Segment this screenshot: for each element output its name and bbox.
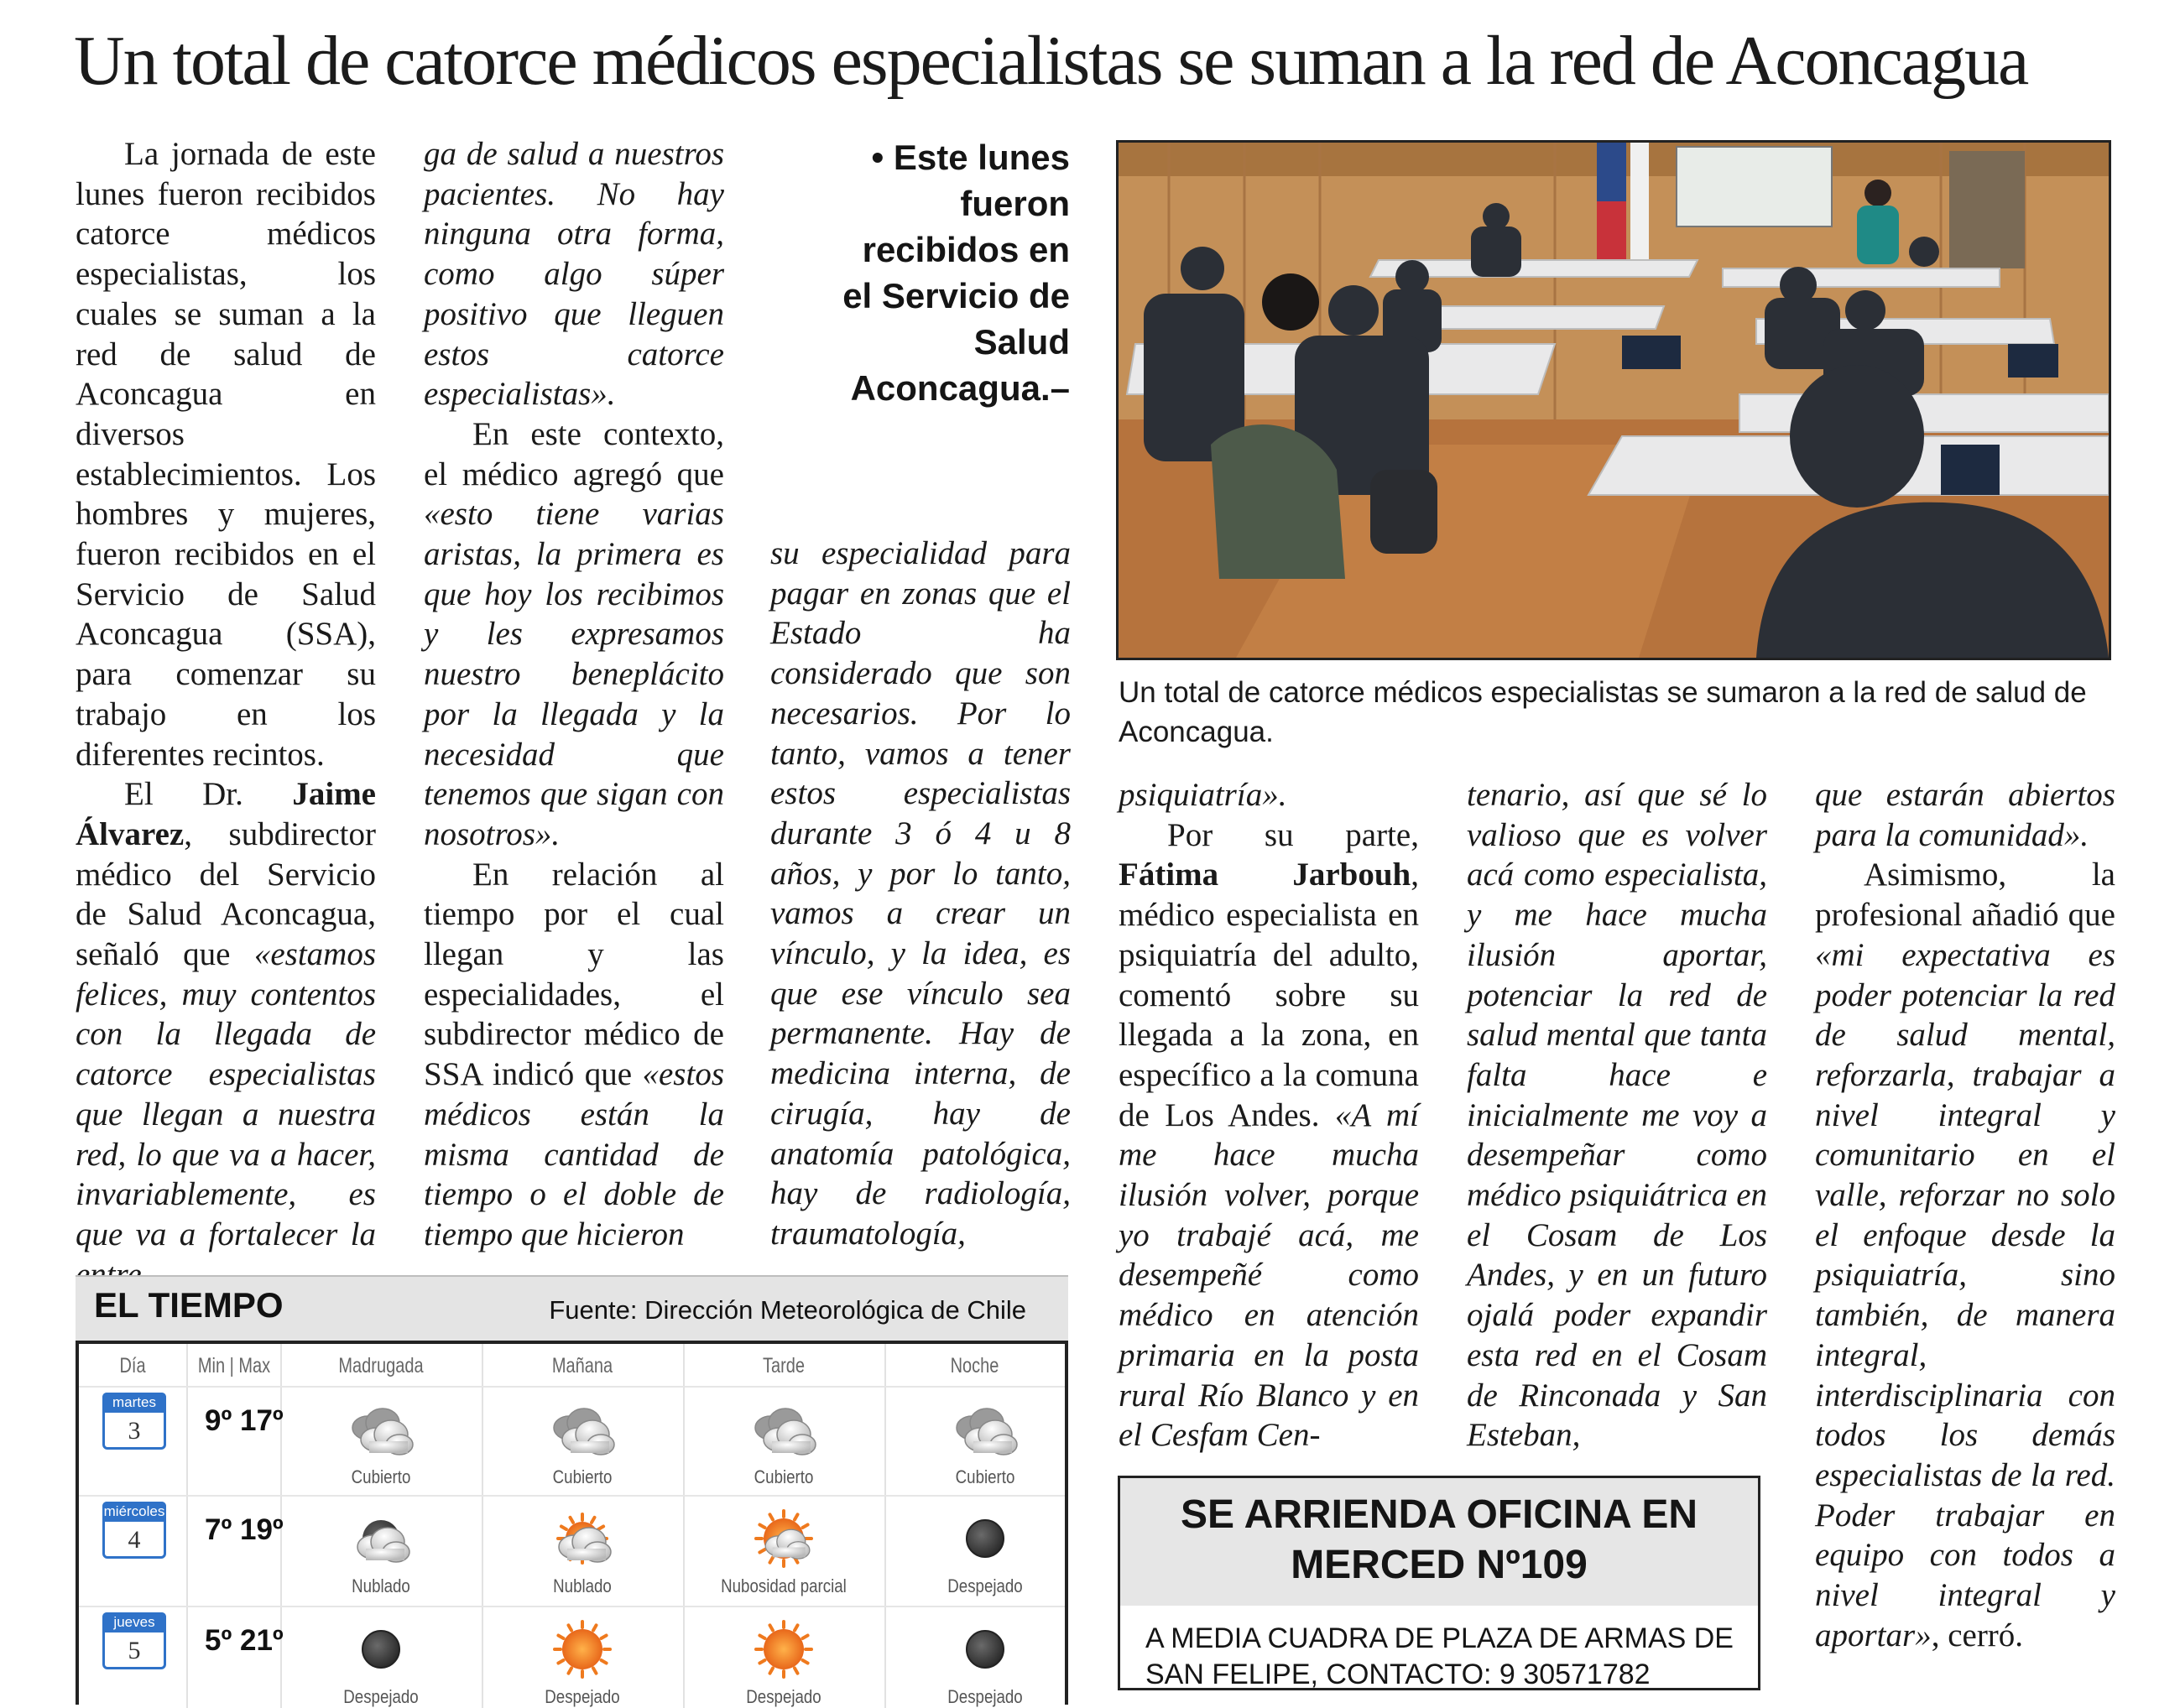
weekday-label: martes: [102, 1393, 166, 1413]
article-paragraph: [1119, 775, 1419, 815]
calendar-icon: [102, 1612, 166, 1669]
weather-condition-label: Despejado: [947, 1686, 1023, 1707]
quote-text: tenario, así que sé lo valioso que es volver acá como especialista, y me hace mucha ilusión aportar, potenciar la red de salud mental que tanta falta hace e inicialmente me voy a desempeñar como médico psiquiátrica en el Cosam de Los Andes, y en un futuro ojalá poder expandir esta red en el Cosam de Rinconada y San Esteban,: [1467, 777, 1767, 1454]
article-paragraph: [1815, 855, 2115, 1655]
ad-body: A MEDIA CUADRA DE PLAZA DE ARMAS DE SAN FELIPE, CONTACTO: 9 30571782: [1145, 1622, 1734, 1690]
paragraph-text: En relación al tiempo por el cual llegan y las especialidades, el subdirector médico de SSA indicó que: [424, 856, 724, 1093]
article-paragraph: [76, 774, 376, 1294]
day-number: 3: [128, 1417, 141, 1445]
col-header-tarde: Tarde: [762, 1354, 806, 1377]
weather-condition-label: Despejado: [343, 1686, 419, 1707]
col-header-noche: Noche: [950, 1354, 999, 1377]
weather-condition-label: Nublado: [352, 1575, 410, 1596]
weather-condition-label: Nubosidad parcial: [721, 1575, 847, 1596]
paragraph-text: La jornada de este lunes fueron recibidos catorce médicos especialistas, los cuales se suman a la red de salud de Aconcagua en diversos establecimientos. Los hombres y mujeres, fueron recibidos en el Servicio de Salud Aconcagua (SSA), para comenzar su trabajo en los diferentes recintos.: [76, 136, 376, 773]
article-paragraph: [1119, 815, 1419, 1455]
quote-text: «A mí me hace mucha ilusión volver, porque yo trabajé acá, me desempeñé como médico en atención primaria en la posta rural Río Blanco y en el Cesfam Cen-: [1119, 1096, 1419, 1454]
photo-caption: Un total de catorce médicos especialistas se sumaron a la red de salud de Aconcagua.: [1119, 676, 2087, 748]
col-header-manana: Mañana: [551, 1354, 613, 1377]
calendar-icon: [102, 1393, 166, 1450]
col-header-minmax: Min | Max: [197, 1354, 271, 1377]
article-paragraph: [424, 855, 724, 1255]
article-column-1: [76, 134, 376, 1294]
weather-condition-label: Cubierto: [552, 1466, 613, 1487]
weather-condition-label: Despejado: [746, 1686, 821, 1707]
calendar-icon: [102, 1502, 166, 1559]
clear-night-icon: [952, 1616, 1019, 1683]
classified-ad: [1118, 1476, 1760, 1690]
col-header-day: Día: [119, 1354, 146, 1377]
quote-text: ga de salud a nuestros pacientes. No hay ninguna otra forma, como algo súper positivo que lleguen estos catorce especialistas».: [424, 136, 724, 413]
weekday-label: jueves: [102, 1612, 166, 1632]
sun-icon: [549, 1616, 616, 1683]
weather-condition-label: Cubierto: [351, 1466, 411, 1487]
paragraph-text: , subdirector médico del Servicio de Salud Aconcagua, señaló que: [76, 815, 376, 973]
clear-night-icon: [952, 1505, 1019, 1572]
day-number: 4: [128, 1526, 141, 1554]
temperature-range: 7º 19º: [205, 1513, 284, 1546]
quote-text: «estamos felices, muy contentos con la llegada de catorce especialistas que llegan a nuestra red, lo que va a hacer, invariablemente, es que va a fortalecer la: [76, 936, 376, 1252]
quote-text: «mi expectativa es poder potenciar la red de salud mental, reforzarla, trabajar a nivel integral y comunitario en el valle, reforzar no solo el enfoque desde la psiquiatría, sino también, de manera integral, interdisciplinaria con todos los demás especialistas de la red. Poder trabajar en equipo con todos a nivel integral y aportar»: [1815, 936, 2115, 1653]
weather-title: EL TIEMPO: [94, 1285, 284, 1325]
day-number: 5: [128, 1637, 141, 1664]
quote-text: «estos médicos están la misma cantidad de tiempo o el doble de tiempo que hicieron: [424, 1056, 724, 1252]
weekday-label: miércoles: [102, 1502, 166, 1522]
article-paragraph: [424, 134, 724, 414]
article-paragraph: [770, 534, 1071, 1254]
article-column-5: [1467, 775, 1767, 1455]
classroom-photo: [1119, 143, 2109, 658]
quote-text: psiquiatría».: [1119, 777, 1287, 813]
article-photo: [1116, 140, 2111, 660]
paragraph-text: , médico especialista en psiquiatría del adulto, comentó sobre su llegada a la zona, en específico a la comuna de Los Andes.: [1119, 857, 1419, 1133]
headline: Un total de catorce médicos especialistas se suman a la red de Aconcagua: [74, 22, 2028, 100]
temperature-range: 9º 17º: [205, 1404, 284, 1437]
paragraph-text: Por su parte,: [1167, 816, 1419, 853]
sun-icon: [750, 1616, 817, 1683]
person-name: Jaime Álvarez: [76, 776, 376, 852]
weather-table: [76, 1341, 1068, 1705]
article-column-3: [770, 534, 1071, 1254]
cloudy-night-icon: [347, 1505, 415, 1572]
overcast-icon: [549, 1396, 616, 1463]
article-paragraph: [76, 134, 376, 774]
article-column-6: [1815, 775, 2115, 1655]
quote-text: su especialidad para pagar en zonas que el Estado ha considerado que son necesarios. Por lo tanto, vamos a tener estos especialistas durante 3 ó 4 u 8 años, y por lo tanto, vamos a crear un vínculo, y la idea, es que ese vínculo sea permanente. Hay de medicina interna, de cirugía, hay de anatomía patológica, hay de radiología, traumatología,: [770, 535, 1071, 1252]
paragraph-text: En este contexto, el médico agregó que: [424, 415, 724, 492]
weather-condition-label: Cubierto: [754, 1466, 814, 1487]
article-paragraph: [424, 414, 724, 855]
person-name: Fátima Jarbouh: [1119, 857, 1411, 893]
article-paragraph: [1815, 775, 2115, 855]
cloudy-icon: [549, 1505, 616, 1572]
clear-night-icon: [347, 1616, 415, 1683]
temperature-range: 5º 21º: [205, 1624, 284, 1657]
paragraph-text: , cerró.: [1931, 1617, 2024, 1653]
quote-text: «esto tiene varias aristas, la primera es que hoy los recibimos y les expresamos nuestro beneplácito por la llegada y la necesidad que tenemos que sigan con nosotros».: [424, 496, 724, 852]
weather-header: [76, 1275, 1068, 1342]
weather-box: [76, 1275, 1068, 1705]
article-column-2: [424, 134, 724, 1255]
overcast-icon: [347, 1396, 415, 1463]
overcast-icon: [750, 1396, 817, 1463]
article-column-4: [1119, 775, 1419, 1455]
weather-condition-label: Nublado: [553, 1575, 612, 1596]
paragraph-text: Asimismo, la profesional añadió que: [1815, 857, 2115, 934]
paragraph-text: El Dr.: [124, 776, 293, 813]
col-header-madrugada: Madrugada: [338, 1354, 424, 1377]
ad-title: SE ARRIENDA OFICINA EN MERCED Nº109: [1120, 1478, 1758, 1606]
partly-cloudy-icon: [750, 1505, 817, 1572]
weather-source: Fuente: Dirección Meteorológica de Chile: [549, 1295, 1026, 1325]
weather-condition-label: Despejado: [545, 1686, 620, 1707]
weather-condition-label: Despejado: [947, 1575, 1023, 1596]
sidebar-highlight: • Este lunes fueron recibidos en el Servicio de Salud Aconcagua.–: [842, 138, 1070, 408]
article-paragraph: [1467, 775, 1767, 1455]
overcast-icon: [952, 1396, 1019, 1463]
weather-condition-label: Cubierto: [955, 1466, 1015, 1487]
quote-text: que estarán abiertos para la comunidad».: [1815, 777, 2115, 853]
